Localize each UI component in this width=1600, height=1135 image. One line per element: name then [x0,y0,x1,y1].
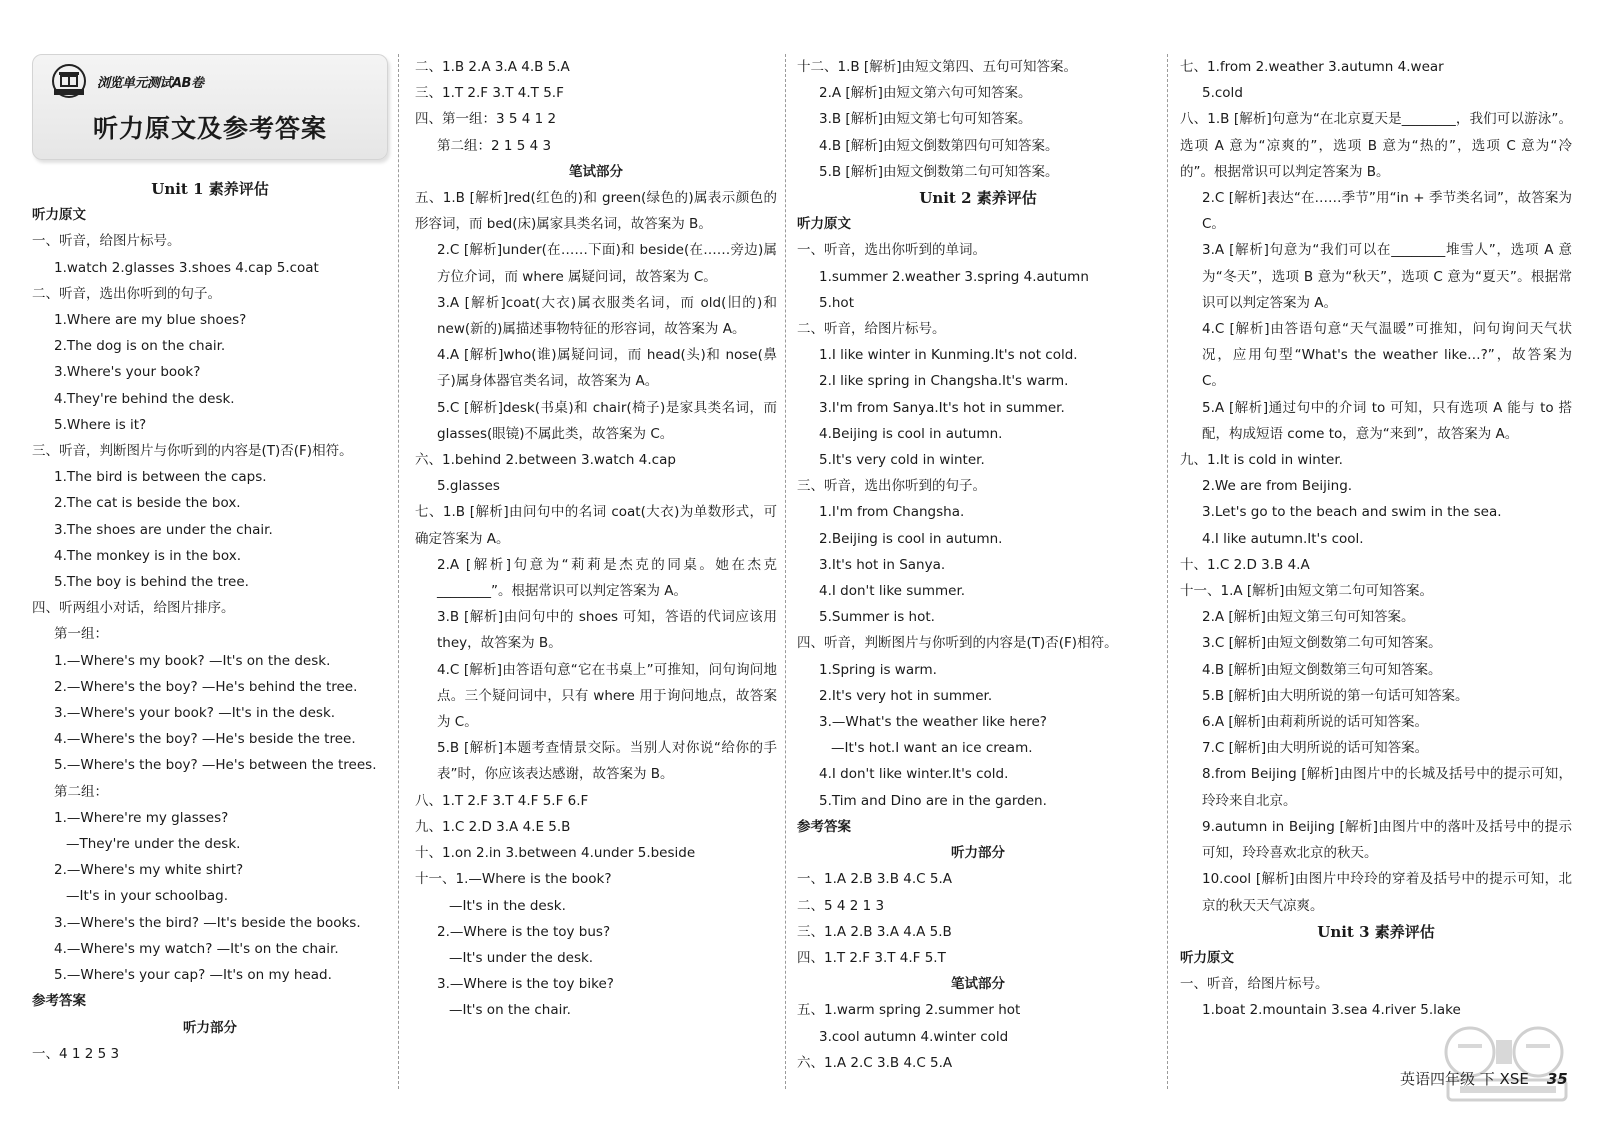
question-heading: 一、听音，给图片标号。 [1180,976,1329,993]
unit-title: Unit 3 素养评估 [1317,922,1435,941]
explanation: 十一、1.A [解析]由短文第二句可知答案。 [1180,583,1433,600]
question-heading: 四、听两组小对话，给图片排序。 [32,600,235,617]
section-heading: 参考答案 [797,818,851,835]
answer-line: 九、1.C 2.D 3.A 4.E 5.B [415,818,571,835]
title-banner [32,54,388,160]
unit-title: Unit 1 素养评估 [151,180,269,198]
answer-line: 五、1.warm spring 2.summer hot [797,1002,1021,1019]
question-heading: 一、听音，选出你听到的单词。 [797,242,986,259]
watermark-logo-icon [1440,1020,1570,1105]
explanation: 3.B [解析]由短文第七句可知答案。 [819,111,1032,128]
transcript-line: 3.—Where's your book? —It's in the desk. [54,705,336,722]
section-heading: 听力原文 [32,207,86,224]
part-heading: 笔试部分 [569,163,623,180]
answer-line: 六、1.A 2.C 3.B 4.C 5.A [797,1054,953,1071]
transcript-line: 1.I'm from Changsha. [819,504,965,521]
explanation: 十二、1.B [解析]由短文第四、五句可知答案。 [797,59,1077,75]
transcript-line: 2.It's very hot in summer. [819,687,993,704]
transcript-line: —It's hot.I want an ice cream. [831,740,1033,757]
transcript-line: 2.The cat is beside the box. [54,495,241,512]
transcript-line: —It's in your schoolbag. [66,888,229,905]
answer-line: —It's on the chair. [449,1002,571,1019]
column-1 [32,54,388,1087]
explanation: 8.from Beijing [解析]由图片中的长城及括号中的提示可知，玲玲来自北京。 [1202,766,1572,809]
transcript-line: 3.—What's the weather like here? [819,714,1047,731]
explanation: 5.C [解析]desk(书桌)和 chair(椅子)是家具类名词，而 glasses(眼镜)不属此类，故答案为 C。 [437,399,777,442]
part-heading: 笔试部分 [951,976,1005,993]
explanation: 2.C [解析]表达“在……季节”用“in + 季节类名词”，故答案为 C。 [1202,190,1572,233]
transcript-line: 4.—Where's my watch? —It's on the chair. [54,940,339,957]
transcript-line: 4.They're behind the desk. [54,390,235,407]
answer-line: 六、1.behind 2.between 3.watch 4.cap [415,452,676,469]
explanation: 5.B [解析]由短文倒数第二句可知答案。 [819,163,1059,180]
transcript-line: 1.Where are my blue shoes? [54,312,247,329]
transcript-line: 5.Tim and Dino are in the garden. [819,792,1047,809]
transcript-line: 2.Beijing is cool in autumn. [819,530,1003,547]
transcript-line: 1.Spring is warm. [819,661,937,678]
answer-line: 5.glasses [437,478,500,495]
answer-line: 九、1.It is cold in winter. [1180,452,1343,469]
transcript-line: 1.I like winter in Kunming.It's not cold. [819,347,1078,364]
footer-subject: 英语四年级 下 XSE [1400,1070,1529,1088]
answer-line: 1.watch 2.glasses 3.shoes 4.cap 5.coat [54,259,319,276]
column-3 [797,54,1159,1087]
answer-line: 2.We are from Beijing. [1202,478,1353,495]
page-footer [1400,1068,1568,1089]
question-heading: 二、听音，给图片标号。 [797,321,946,338]
page-number: 35 [1546,1070,1568,1088]
answer-line: —It's in the desk. [449,897,566,914]
explanation: 八、1.B [解析]句意为“在北京夏天是________，我们可以游泳”。选项 A 意为“凉爽的”，选项 B 意为“热的”，选项 C 意为“冷的”。根据常识可以判定答案为 B。 [1180,111,1572,180]
question-heading: 一、听音，给图片标号。 [32,233,181,250]
transcript-line: 3.I'm from Sanya.It's hot in summer. [819,399,1065,416]
explanation: 9.autumn in Beijing [解析]由图片中的落叶及括号中的提示可知，玲玲喜欢北京的秋天。 [1202,818,1572,862]
transcript-line: 4.I don't like winter.It's cold. [819,766,1009,783]
transcript-line: 4.Beijing is cool in autumn. [819,425,1003,442]
part-heading: 听力部分 [951,845,1005,862]
answer-line: 5.hot [819,294,854,311]
transcript-line: 1.—Where's my book? —It's on the desk. [54,652,331,669]
transcript-line: 5.—Where's your cap? —It's on my head. [54,967,332,984]
explanation: 七、1.B [解析]由问句中的名词 coat(大衣)为单数形式，可确定答案为 A。 [415,504,777,547]
answer-line: 3.cool autumn 4.winter cold [819,1028,1009,1045]
answer-line: 四、第一组：3 5 4 1 2 [415,111,557,128]
transcript-line: 5.—Where's the boy? —He's between the trees. [54,757,377,774]
transcript-line: 3.Where's your book? [54,364,201,381]
answer-line: 十、1.C 2.D 3.B 4.A [1180,556,1310,573]
answer-line: 二、1.B 2.A 3.A 4.B 5.A [415,59,570,75]
answer-line: 八、1.T 2.F 3.T 4.F 5.F 6.F [415,792,589,809]
explanation: 5.A [解析]通过句中的介词 to 可知，只有选项 A 能与 to 搭配，构成短语 come to，意为“来到”，故答案为 A。 [1202,399,1572,442]
answer-line: 一、4 1 2 5 3 [32,1045,120,1062]
question-heading: 四、听音，判断图片与你听到的内容是(T)否(F)相符。 [797,635,1118,652]
explanation: 2.A [解析]由短文第六句可知答案。 [819,85,1032,102]
explanation: 6.A [解析]由莉莉所说的话可知答案。 [1202,714,1428,731]
section-heading: 听力原文 [1180,949,1234,966]
transcript-line: 2.The dog is on the chair. [54,338,226,355]
transcript-line: 2.—Where's my white shirt? [54,862,244,879]
brand-name: 浏览单元测试AB卷 [97,75,204,91]
answer-line: 四、1.T 2.F 3.T 4.F 5.T [797,949,946,966]
brand-logo-icon [47,63,91,99]
answer-line: 2.—Where is the toy bus? [437,923,611,940]
transcript-line: —They're under the desk. [66,836,241,853]
group-label: 第二组： [54,783,108,800]
explanation: 4.A [解析]who(谁)属疑问词，而 head(头)和 nose(鼻子)属身体器官类名词，故答案为 A。 [437,347,777,390]
answer-line: 3.Let's go to the beach and swim in the sea. [1202,504,1502,521]
answer-line: 1.boat 2.mountain 3.sea 4.river 5.lake [1202,1002,1461,1019]
transcript-line: 4.The monkey is in the box. [54,547,241,564]
explanation: 10.cool [解析]由图片中玲玲的穿着及括号中的提示可知，北京的秋天天气凉爽。 [1202,871,1572,914]
explanation: 五、1.B [解析]red(红色的)和 green(绿色的)属表示颜色的形容词，而 bed(床)属家具类名词，故答案为 B。 [415,190,777,233]
transcript-line: 1.The bird is between the caps. [54,469,267,486]
explanation: 3.B [解析]由问句中的 shoes 可知，答语的代词应该用 they，故答案为 B。 [437,609,777,652]
explanation: 7.C [解析]由大明所说的话可知答案。 [1202,740,1429,757]
transcript-line: 4.—Where's the boy? —He's beside the tree. [54,731,356,748]
answer-line: 1.summer 2.weather 3.spring 4.autumn [819,268,1089,285]
section-heading: 听力原文 [797,216,851,233]
section-heading: 参考答案 [32,993,86,1010]
answer-line: 3.—Where is the toy bike? [437,976,614,993]
transcript-line: 3.—Where's the bird? —It's beside the books. [54,914,361,931]
explanation: 2.A [解析]由短文第三句可知答案。 [1202,609,1415,626]
explanation: 5.B [解析]由大明所说的第一句话可知答案。 [1202,687,1469,704]
explanation: 5.B [解析]本题考查情景交际。当别人对你说“给你的手表”时，你应该表达感谢，故答案为 B。 [437,740,777,783]
explanation: 4.C [解析]由答语句意“天气温暖”可推知，问句询问天气状况，应用句型“What's the weather like…?”，故答案为 C。 [1202,321,1572,390]
question-heading: 三、听音，选出你听到的句子。 [797,478,986,495]
answer-line: 第二组：2 1 5 4 3 [437,137,552,154]
transcript-line: 5.Where is it? [54,416,147,433]
unit-title: Unit 2 素养评估 [919,189,1037,208]
transcript-line: 4.I don't like summer. [819,583,966,600]
answer-line: 二、5 4 2 1 3 [797,897,885,914]
page-title: 听力原文及参考答案 [92,114,327,143]
transcript-line: 5.It's very cold in winter. [819,452,985,469]
explanation: 4.C [解析]由答语句意“它在书桌上”可推知，问句询问地点。三个疑问词中，只有 where 用于询问地点，故答案为 C。 [437,661,777,731]
transcript-line: 3.It's hot in Sanya. [819,556,946,573]
answer-line: 一、1.A 2.B 3.B 4.C 5.A [797,871,952,888]
answer-line: 三、1.A 2.B 3.A 4.A 5.B [797,923,952,940]
explanation: 2.C [解析]under(在……下面)和 beside(在……旁边)属方位介词，而 where 属疑问词，故答案为 C。 [437,242,777,285]
part-heading: 听力部分 [183,1019,237,1036]
transcript-line: 5.The boy is behind the tree. [54,574,249,591]
answer-line: 十、1.on 2.in 3.between 4.under 5.beside [415,845,696,862]
transcript-line: 2.—Where's the boy? —He's behind the tree. [54,678,358,695]
explanation: 3.A [解析]句意为“我们可以在________堆雪人”，选项 A 意为“冬天”，选项 B 意为“秋天”，选项 C 意为“夏天”。根据常识可以判定答案为 A。 [1202,242,1572,311]
answer-line: —It's under the desk. [449,949,594,966]
group-label: 第一组： [54,626,108,643]
explanation: 3.C [解析]由短文倒数第二句可知答案。 [1202,635,1442,652]
transcript-line: 2.I like spring in Changsha.It's warm. [819,373,1069,390]
question-heading: 三、听音，判断图片与你听到的内容是(T)否(F)相符。 [32,443,353,460]
explanation: 2.A [解析]句意为“莉莉是杰克的同桌。她在杰克________”。根据常识可以判定答案为 A。 [437,556,777,600]
explanation: 3.A [解析]coat(大衣)属衣服类名词，而 old(旧的)和 new(新的)属描述事物特征的形容词，故答案为 A。 [437,294,777,338]
transcript-line: 3.The shoes are under the chair. [54,521,273,538]
answer-line: 4.I like autumn.It's cool. [1202,530,1364,547]
answer-line: 5.cold [1202,85,1243,102]
question-heading: 二、听音，选出你听到的句子。 [32,285,221,302]
column-2 [415,54,777,1087]
explanation: 4.B [解析]由短文倒数第三句可知答案。 [1202,661,1442,678]
column-4 [1180,54,1572,1087]
answer-line: 三、1.T 2.F 3.T 4.T 5.F [415,85,564,102]
transcript-line: 5.Summer is hot. [819,609,935,626]
explanation: 4.B [解析]由短文倒数第四句可知答案。 [819,137,1059,154]
answer-line: 十一、1.—Where is the book? [415,871,612,888]
answer-line: 七、1.from 2.weather 3.autumn 4.wear [1180,59,1444,75]
transcript-line: 1.—Where're my glasses? [54,809,229,826]
